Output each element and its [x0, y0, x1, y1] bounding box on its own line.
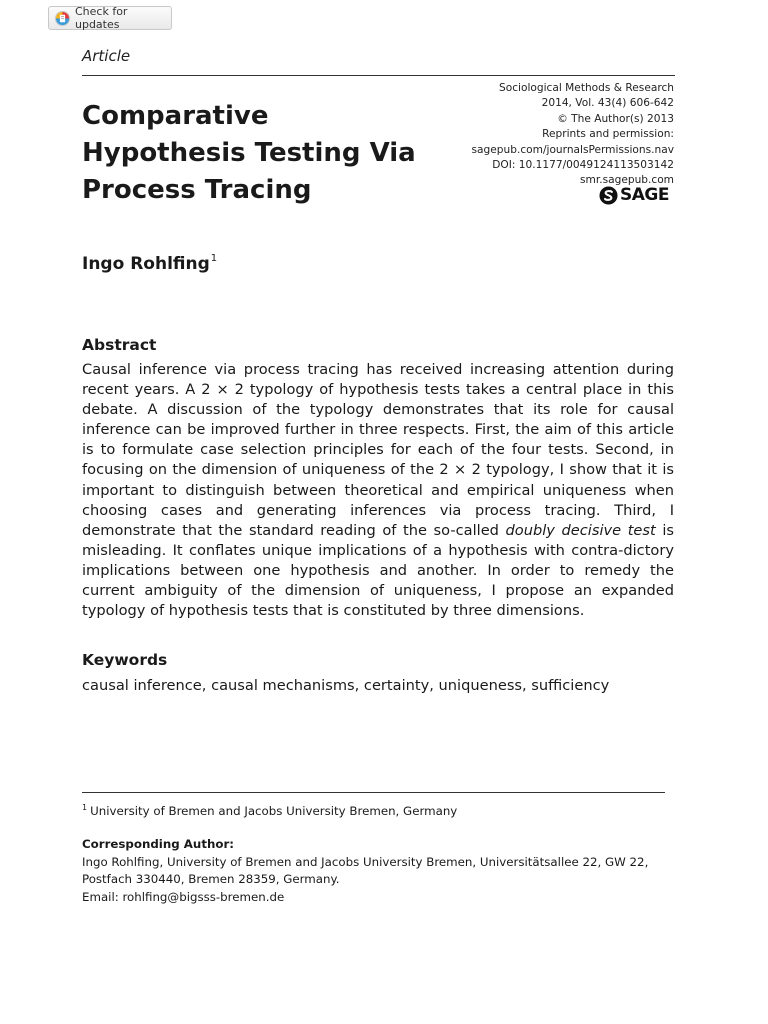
footnote-divider — [82, 792, 665, 793]
abstract-heading: Abstract — [82, 336, 157, 354]
corresponding-address-line: Postfach 330440, Bremen 28359, Germany. — [82, 872, 340, 887]
crossmark-icon — [55, 11, 70, 26]
corresponding-author-heading: Corresponding Author: — [82, 837, 235, 851]
affiliation-text: University of Bremen and Jacobs University Bremen, Germany — [90, 804, 458, 818]
abstract-text — [82, 360, 674, 621]
check-for-updates-label: Check for updates — [75, 5, 128, 31]
keywords-heading: Keywords — [82, 651, 168, 669]
affiliation-footnote — [82, 803, 457, 818]
publisher-logo — [599, 185, 669, 205]
journal-name: Sociological Methods & Research — [498, 82, 674, 94]
journal-permissions-link[interactable]: sagepub.com/journalsPermissions.nav — [471, 143, 674, 156]
title-line: Comparative — [82, 101, 269, 131]
journal-doi[interactable]: DOI: 10.1177/0049124113503142 — [492, 159, 674, 172]
abstract-text-part: Causal inference via process tracing has received increasing attention during recent years. A 2 × 2 typology of hypothesis tests takes a central place in this debate. A discussion of the typology demonstrates that its role for causal inference can be improved further in three respects. First, the aim of this article is to formulate case selection principles for each of the four tests. Second, in focusing on the dimension of uniqueness of the 2 × 2 typology, I show that it is important to distinguish between theoretical and empirical uniqueness when choosing cases and generating inferences via process tracing. Third, I demonstrate that the standard reading of the so-called — [82, 361, 674, 539]
journal-site-link[interactable]: smr.sagepub.com — [580, 174, 674, 187]
journal-copyright: © The Author(s) 2013 — [557, 112, 674, 125]
journal-reprints: Reprints and permission: — [542, 128, 674, 141]
corresponding-address-line: Ingo Rohlfing, University of Bremen and Jacobs University Bremen, Universitätsallee 22, GW 22, — [82, 855, 649, 869]
keywords-text: causal inference, causal mechanisms, certainty, uniqueness, sufficiency — [82, 677, 610, 694]
abstract-italic-term: doubly decisive test — [505, 521, 656, 539]
footnote-mark: 1 — [82, 803, 88, 812]
check-for-updates-button[interactable] — [48, 6, 172, 30]
author-affiliation-mark: 1 — [210, 253, 218, 264]
corresponding-email[interactable]: Email: rohlfing@bigsss-bremen.de — [82, 889, 285, 904]
sage-s-icon — [599, 186, 618, 205]
publisher-logo-text: SAGE — [620, 185, 669, 205]
author-name-text: Ingo Rohlfing — [82, 254, 210, 274]
abstract-text-part: is misleading. It conflates unique implications of a hypothesis with contra-dictory implications between one hypothesis and another. In order to remedy the current ambiguity of the dimension of uniqueness, I propose an expanded typology of hypothesis tests that is constituted by three dimensions. — [82, 521, 675, 620]
corresponding-author-details — [82, 854, 682, 906]
title-line: Hypothesis Testing Via — [82, 138, 416, 168]
article-type-label: Article — [82, 47, 131, 65]
journal-info — [414, 81, 674, 189]
title-line: Process Tracing — [82, 175, 312, 205]
article-title — [82, 98, 442, 209]
header-divider — [82, 75, 675, 76]
author-name — [82, 253, 217, 274]
journal-volume: 2014, Vol. 43(4) 606-642 — [541, 97, 674, 110]
